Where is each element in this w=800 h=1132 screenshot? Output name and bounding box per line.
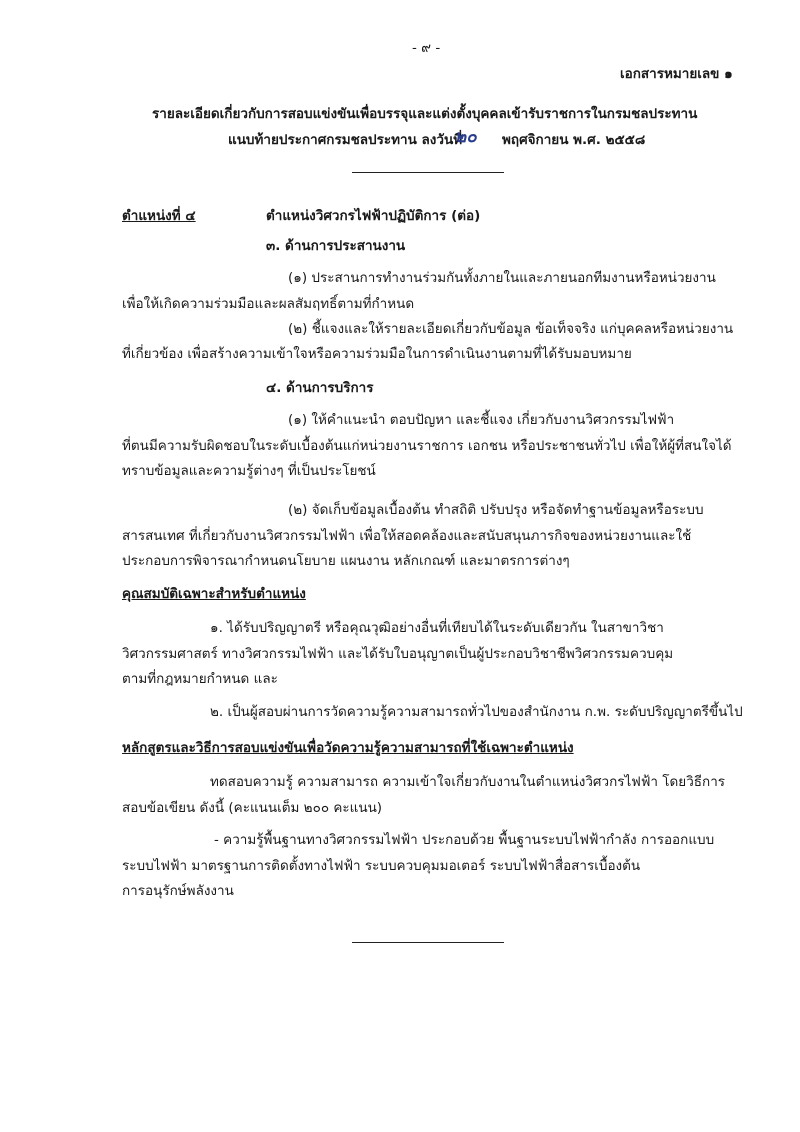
qualifications-item-1-line-2: วิศวกรรมศาสตร์ ทางวิศวกรรมไฟฟ้า และได้รับใบอนุญาตเป็นผู้ประกอบวิชาชีพวิศวกรรมควบคุม [122, 646, 674, 662]
position-name: ตำแหน่งวิศวกรไฟฟ้าปฏิบัติการ (ต่อ) [266, 208, 481, 224]
curriculum-intro-line-1: ทดสอบความรู้ ความสามารถ ความเข้าใจเกี่ยวกับงานในตำแหน่งวิศวกรไฟฟ้า โดยวิธีการ [210, 774, 726, 790]
section-4-item-1-line-1: (๑) ให้คำแนะนำ ตอบปัญหา และชี้แจง เกี่ยวกับงานวิศวกรรมไฟฟ้า [288, 412, 675, 428]
qualifications-item-2: ๒. เป็นผู้สอบผ่านการวัดความรู้ความสามารถทั่วไปของสำนักงาน ก.พ. ระดับปริญญาตรีขึ้นไป [210, 704, 743, 720]
curriculum-bullet-line-1: - ความรู้พื้นฐานทางวิศวกรรมไฟฟ้า ประกอบด้วย พื้นฐานระบบไฟฟ้ากำลัง การออกแบบ [214, 832, 715, 848]
section-4-item-2-line-3: ประกอบการพิจารณากำหนดนโยบาย แผนงาน หลักเกณฑ์ และมาตรการต่างๆ [122, 553, 570, 569]
qualifications-heading: คุณสมบัติเฉพาะสำหรับตำแหน่ง [122, 586, 306, 602]
position-label: ตำแหน่งที่ ๔ [122, 208, 196, 224]
section-3-heading: ๓. ด้านการประสานงาน [266, 238, 406, 254]
section-3-item-1-line-2: เพื่อให้เกิดความร่วมมือและผลสัมฤทธิ์ตามที่กำหนด [122, 296, 415, 312]
section-4-item-2-line-1: (๒) จัดเก็บข้อมูลเบื้องต้น ทำสถิติ ปรับปรุง หรือจัดทำฐานข้อมูลหรือระบบ [288, 502, 704, 518]
title-line-1: รายละเอียดเกี่ยวกับการสอบแข่งขันเพื่อบรรจุและแต่งตั้งบุคคลเข้ารับราชการในกรมชลประทาน [152, 106, 698, 122]
section-3-item-2-line-1: (๒) ชี้แจงและให้รายละเอียดเกี่ยวกับข้อมูล ข้อเท็จจริง แก่บุคคลหรือหน่วยงาน [288, 321, 734, 337]
end-divider [352, 942, 504, 943]
curriculum-heading: หลักสูตรและวิธีการสอบแข่งขันเพื่อวัดความรู้ความสามารถที่ใช้เฉพาะตำแหน่ง [122, 740, 574, 756]
section-3-item-2-line-2: ที่เกี่ยวข้อง เพื่อสร้างความเข้าใจหรือความร่วมมือในการดำเนินงานตามที่ได้รับมอบหมาย [122, 346, 632, 362]
title-line-2-suffix: พฤศจิกายน พ.ศ. ๒๕๕๘ [502, 132, 646, 148]
document-reference: เอกสารหมายเลข ๑ [620, 66, 733, 82]
title-day-handwritten: ๒๐ [455, 127, 477, 147]
title-line-2-prefix: แนบท้ายประกาศกรมชลประทาน ลงวันที่ [228, 132, 463, 148]
page-number: - ๙ - [412, 40, 441, 56]
qualifications-item-1-line-3: ตามที่กฎหมายกำหนด และ [122, 671, 278, 687]
section-4-item-1-line-2: ที่ตนมีความรับผิดชอบในระดับเบื้องต้นแก่หน่วยงานราชการ เอกชน หรือประชาชนทั่วไป เพื่อให้ผู้ที่สนใจได้ [122, 438, 732, 454]
title-divider [352, 172, 504, 173]
section-4-item-2-line-2: สารสนเทศ ที่เกี่ยวกับงานวิศวกรรมไฟฟ้า เพื่อให้สอดคล้องและสนับสนุนภารกิจของหน่วยงานและใช้ [122, 528, 692, 544]
qualifications-item-1-line-1: ๑. ได้รับปริญญาตรี หรือคุณวุฒิอย่างอื่นที่เทียบได้ในระดับเดียวกัน ในสาขาวิชา [210, 620, 664, 636]
curriculum-bullet-line-3: การอนุรักษ์พลังงาน [122, 883, 234, 899]
section-4-heading: ๔. ด้านการบริการ [266, 380, 374, 396]
section-4-item-1-line-3: ทราบข้อมูลและความรู้ต่างๆ ที่เป็นประโยชน์ [122, 463, 376, 479]
section-3-item-1-line-1: (๑) ประสานการทำงานร่วมกันทั้งภายในและภายนอกทีมงานหรือหน่วยงาน [288, 270, 716, 286]
curriculum-intro-line-2: สอบข้อเขียน ดังนี้ (คะแนนเต็ม ๒๐๐ คะแนน) [122, 800, 383, 816]
curriculum-bullet-line-2: ระบบไฟฟ้า มาตรฐานการติดตั้งทางไฟฟ้า ระบบควบคุมมอเตอร์ ระบบไฟฟ้าสื่อสารเบื้องต้น [122, 858, 641, 874]
